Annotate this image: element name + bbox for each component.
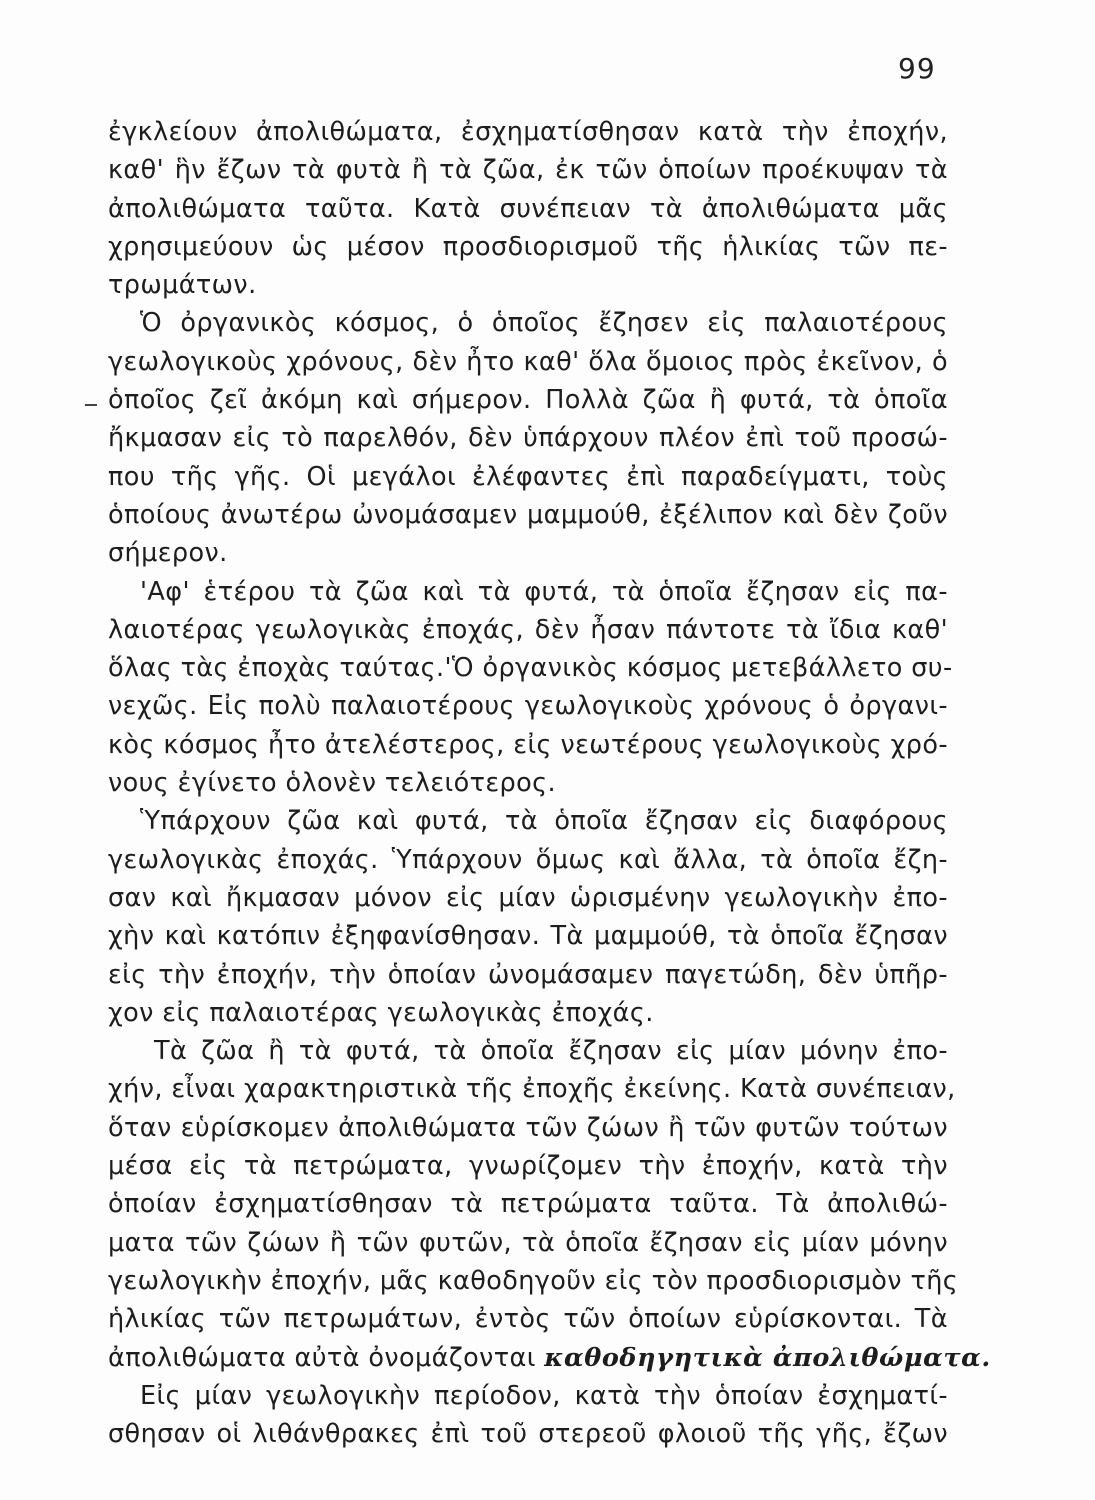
- text-line: ὅταν εὑρίσκομεν ἀπολιθώματα τῶν ζώων ἢ τῶν φυτῶν τούτων: [108, 1112, 948, 1143]
- page-number: 99: [898, 52, 936, 85]
- text-line: λαιοτέρας γεωλογικὰς ἐποχάς, δὲν ἦσαν πάντοτε τὰ ἴδια καθ': [108, 614, 948, 645]
- text-line: τρωμάτων.: [108, 270, 257, 301]
- text-line: γεωλογικὴν ἐποχήν, μᾶς καθοδηγοῦν εἰς τὸν προσδιορισμὸν τῆς: [108, 1265, 959, 1296]
- key-term: καθοδηγητικὰ ἀπολιθώματα.: [544, 1342, 991, 1373]
- text-line: ὁποίους ἀνωτέρω ὠνομάσαμεν μαμμούθ, ἐξέλιπον καὶ δὲν ζοῦν: [108, 499, 948, 530]
- text-line: ἤκμασαν εἰς τὸ παρελθόν, δὲν ὑπάρχουν πλέον ἐπὶ τοῦ προσώ-: [108, 423, 948, 454]
- margin-mark: [85, 404, 97, 406]
- text-line: Εἰς μίαν γεωλογικὴν περίοδον, κατὰ τὴν ὁποίαν ἐσχηματί-: [140, 1380, 948, 1411]
- text-line: ὁποῖος ζεῖ ἀκόμη καὶ σήμερον. Πολλὰ ζῶα ἢ φυτά, τὰ ὁποῖα: [108, 385, 948, 416]
- body-text: [108, 113, 991, 1453]
- text-line: ἐγκλείουν ἀπολιθώματα, ἐσχηματίσθησαν κατὰ τὴν ἐποχήν,: [108, 117, 948, 147]
- text-line: σήμερον.: [108, 538, 228, 569]
- text-line: ἡλικίας τῶν πετρωμάτων, ἐντὸς τῶν ὁποίων εὑρίσκονται. Τὰ: [108, 1304, 948, 1335]
- text-line: ἀπολιθώματα ταῦτα. Κατὰ συνέπειαν τὰ ἀπολιθώματα μᾶς: [108, 193, 948, 224]
- text-line: 'Αφ' ἑτέρου τὰ ζῶα καὶ τὰ φυτά, τὰ ὁποῖα ἔζησαν εἰς πα-: [140, 576, 948, 607]
- text-line: μέσα εἰς τὰ πετρώματα, γνωρίζομεν τὴν ἐποχήν, κατὰ τὴν: [108, 1151, 948, 1182]
- text-line: γεωλογικὰς ἐποχάς. Ὑπάρχουν ὅμως καὶ ἄλλα, τὰ ὁποῖα ἔζη-: [108, 844, 948, 875]
- text-line: καθ' ἣν ἔζων τὰ φυτὰ ἢ τὰ ζῶα, ἐκ τῶν ὁποίων προέκυψαν τὰ: [108, 155, 948, 186]
- text-line: ὅλας τὰς ἐποχὰς ταύτας.'Ὁ ὀργανικὸς κόσμος μετεβάλλετο συ-: [108, 653, 953, 684]
- text-line: χὴν καὶ κατόπιν ἐξηφανίσθησαν. Τὰ μαμμούθ, τὰ ὁποῖα ἔζησαν: [108, 921, 948, 952]
- text-line: κὸς κόσμος ἦτο ἀτελέστερος, εἰς νεωτέρους γεωλογικοὺς χρό-: [108, 729, 948, 760]
- text-line: Τὰ ζῶα ἢ τὰ φυτά, τὰ ὁποῖα ἔζησαν εἰς μίαν μόνην ἐπο-: [154, 1036, 948, 1067]
- text-line: ὁποίαν ἐσχηματίσθησαν τὰ πετρώματα ταῦτα. Τὰ ἀπολιθώ-: [108, 1189, 948, 1220]
- text-line: Ὑπάρχουν ζῶα καὶ φυτά, τὰ ὁποῖα ἔζησαν εἰς διαφόρους: [140, 806, 948, 837]
- text-line: χον εἰς παλαιοτέρας γεωλογικὰς ἐποχάς.: [108, 997, 654, 1028]
- text-line: σθησαν οἱ λιθάνθρακες ἐπὶ τοῦ στερεοῦ φλοιοῦ τῆς γῆς, ἔζων: [108, 1419, 948, 1450]
- text-line-with-term: [108, 1339, 991, 1377]
- text-line: χρησιμεύουν ὡς μέσον προσδιορισμοῦ τῆς ἡλικίας τῶν πε-: [108, 231, 948, 262]
- text-line: νεχῶς. Εἰς πολὺ παλαιοτέρους γεωλογικοὺς χρόνους ὁ ὀργανι-: [108, 691, 948, 722]
- text-line: Ὁ ὀργανικὸς κόσμος, ὁ ὁποῖος ἔζησεν εἰς παλαιοτέρους: [140, 308, 948, 339]
- text-line: σαν καὶ ἤκμασαν μόνον εἰς μίαν ὡρισμένην γεωλογικὴν ἐπο-: [108, 882, 948, 913]
- text-line: νους ἐγίνετο ὁλονὲν τελειότερος.: [108, 768, 556, 799]
- text-line: γεωλογικοὺς χρόνους, δὲν ἦτο καθ' ὅλα ὅμοιος πρὸς ἐκεῖνον, ὁ: [108, 346, 948, 377]
- line-prefix: ἀπολιθώματα αὐτὰ ὀνομάζονται: [108, 1342, 536, 1373]
- text-line: που τῆς γῆς. Οἱ μεγάλοι ἐλέφαντες ἐπὶ παραδείγματι, τοὺς: [108, 461, 948, 492]
- text-line: ματα τῶν ζώων ἢ τῶν φυτῶν, τὰ ὁποῖα ἔζησαν εἰς μίαν μόνην: [108, 1227, 948, 1258]
- text-line: χήν, εἶναι χαρακτηριστικὰ τῆς ἐποχῆς ἐκείνης. Κατὰ συνέπειαν,: [108, 1074, 956, 1105]
- text-line: εἰς τὴν ἐποχήν, τὴν ὁποίαν ὠνομάσαμεν παγετώδη, δὲν ὑπῆρ-: [108, 959, 948, 990]
